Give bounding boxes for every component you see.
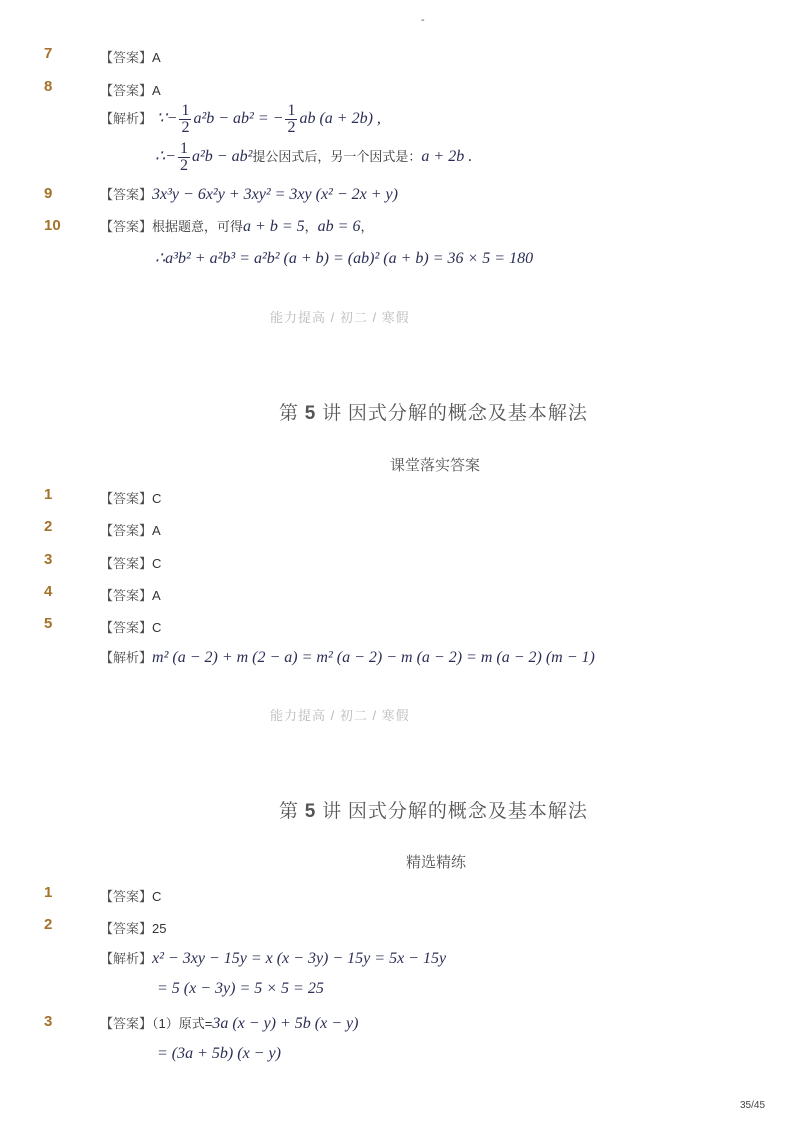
- fraction: $\frac{1}{2}$: [181, 102, 190, 136]
- answer-row: 【答案】根据题意，可得a + b = 5，ab = 6，: [100, 218, 374, 235]
- section-subtitle: 课堂落实答案: [390, 458, 481, 474]
- question-number: 5: [44, 615, 53, 632]
- question-number: 7: [44, 45, 53, 62]
- answer-row: [100, 80, 161, 100]
- math-expression: x² − 3xy − 15y = x (x − 3y) − 15y = 5x − 15y: [152, 950, 447, 967]
- answer-value: A: [152, 588, 161, 603]
- answer-row: 【答案】C: [100, 556, 162, 571]
- analysis-label: 【解析】: [100, 650, 153, 665]
- analysis-text: 提公因式后，另一个因式是：: [252, 149, 422, 165]
- math-expression: a + 2b .: [421, 148, 473, 166]
- answer-row: [100, 47, 161, 67]
- answer-row: 【答案】25: [100, 921, 167, 936]
- math-expression: = 5 (x − 3y) = 5 × 5 = 25: [157, 980, 324, 997]
- question-number: 3: [44, 551, 53, 568]
- answer-label: 【答案】: [100, 187, 153, 202]
- answer-value: C: [152, 491, 162, 506]
- answer-text: （1）原式=: [152, 1016, 213, 1031]
- answer-value: A: [152, 50, 161, 65]
- section-subtitle: 精选精练: [406, 855, 467, 871]
- math-expression: 3a (x − y) + 5b (x − y): [212, 1015, 359, 1032]
- question-number: 2: [44, 916, 53, 933]
- answer-value: C: [152, 620, 162, 635]
- math-expression: ∴a³b² + a²b³ = a²b² (a + b) = (ab)² (a + b) = 36 × 5 = 180: [155, 250, 534, 267]
- answer-row: 【答案】C: [100, 620, 162, 635]
- analysis-row: [155, 141, 472, 174]
- answer-row: 【答案】C: [100, 491, 162, 506]
- answer-text: 根据题意，可得: [152, 219, 244, 234]
- answer-value: A: [152, 523, 161, 538]
- analysis-label: 【解析】: [100, 111, 153, 127]
- answer-value: 25: [152, 921, 167, 936]
- page-number: 35/45: [740, 1100, 766, 1111]
- answer-value: A: [152, 83, 161, 98]
- answer-row: [100, 184, 398, 204]
- math-expression: ∴− $\frac{1}{2}$ a²b − ab²: [155, 140, 253, 174]
- analysis-label: 【解析】: [100, 951, 153, 966]
- answer-label: 【答案】: [100, 219, 153, 234]
- answer-value: C: [152, 889, 162, 904]
- question-number: 1: [44, 486, 53, 503]
- math-expression: = (3a + 5b) (x − y): [157, 1045, 281, 1062]
- page-footer: 能力提高 / 初二 / 寒假: [270, 708, 410, 723]
- answer-row: 【答案】C: [100, 889, 162, 904]
- analysis-row: [100, 948, 446, 968]
- analysis-row: [100, 103, 381, 136]
- question-number: 2: [44, 518, 53, 535]
- question-number: 8: [44, 78, 53, 95]
- math-expression: ab = 6: [317, 218, 361, 235]
- math-expression: ∵− $\frac{1}{2}$ a²b − ab² = − $\frac{1}{2}$ ab (a + 2b) ,: [156, 102, 381, 136]
- math-expression: m² (a − 2) + m (2 − a) = m² (a − 2) − m (a − 2) = m (a − 2) (m − 1): [152, 649, 595, 666]
- math-expression: 3x³y − 6x²y + 3xy² = 3xy (x² − 2x + y): [152, 186, 398, 203]
- answer-label: 【答案】: [100, 1016, 153, 1031]
- analysis-row: [100, 647, 595, 667]
- header-mark: -: [421, 14, 425, 26]
- answer-label: 【答案】: [100, 83, 153, 98]
- answer-value: C: [152, 556, 162, 571]
- question-number: 9: [44, 185, 53, 202]
- page-footer: 能力提高 / 初二 / 寒假: [270, 310, 410, 325]
- fraction: $\frac{1}{2}$: [287, 102, 296, 136]
- question-number: 1: [44, 884, 53, 901]
- answer-row: 【答案】A: [100, 588, 161, 603]
- question-number: 4: [44, 583, 53, 600]
- section-title: 第 5 讲 因式分解的概念及基本解法: [279, 801, 588, 822]
- answer-label: 【答案】: [100, 50, 153, 65]
- answer-row: [100, 1013, 358, 1033]
- section-title: 第 5 讲 因式分解的概念及基本解法: [279, 403, 588, 424]
- answer-row: 【答案】A: [100, 523, 161, 538]
- math-expression: a + b = 5: [243, 218, 305, 235]
- fraction: $\frac{1}{2}$: [179, 140, 188, 174]
- question-number: 10: [44, 217, 61, 234]
- question-number: 3: [44, 1013, 53, 1030]
